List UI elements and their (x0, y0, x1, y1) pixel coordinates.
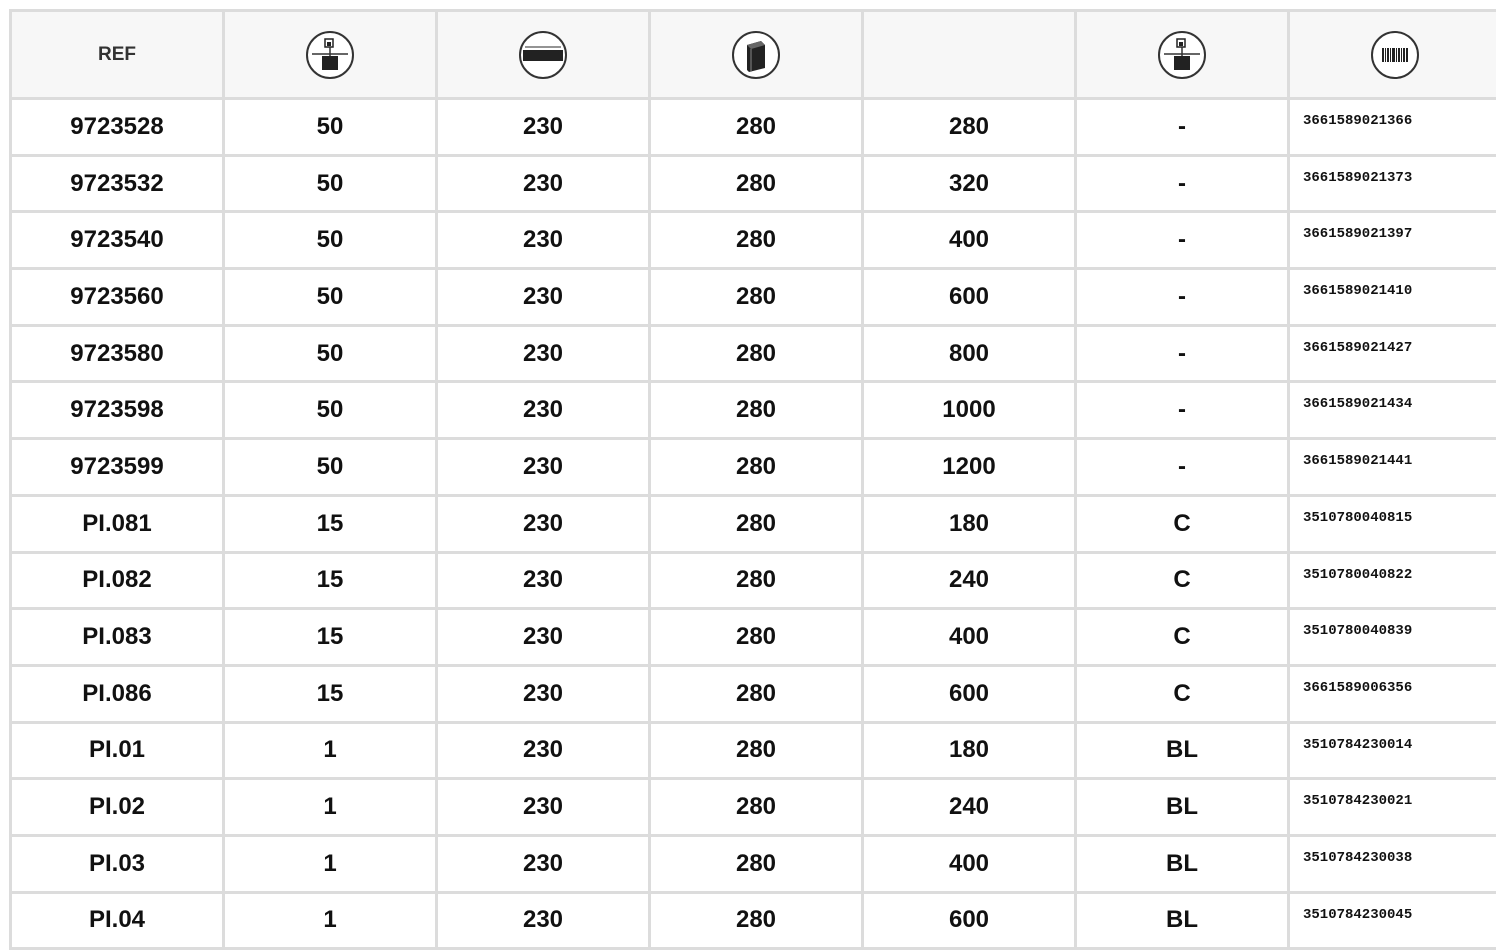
cell-height: 280 (650, 495, 863, 552)
cell-length: 320 (863, 155, 1076, 212)
table-row (11, 99, 1496, 156)
cell-ref: PI.081 (11, 495, 224, 552)
cell-quantity: 15 (224, 609, 437, 666)
table-row (11, 155, 1496, 212)
cell-length: 400 (863, 609, 1076, 666)
cell-ref: 9723532 (11, 155, 224, 212)
cell-quantity: 50 (224, 155, 437, 212)
cell-ean: 3661589021366 (1289, 99, 1496, 156)
cell-ref: PI.082 (11, 552, 224, 609)
cell-width: 230 (437, 609, 650, 666)
cell-width: 230 (437, 779, 650, 836)
cell-ref: PI.02 (11, 779, 224, 836)
product-spec-table (9, 9, 1496, 950)
cell-quantity: 1 (224, 892, 437, 949)
cell-quantity: 50 (224, 212, 437, 269)
cell-quantity: 15 (224, 552, 437, 609)
cell-quantity: 50 (224, 99, 437, 156)
header-ref (11, 11, 224, 99)
cell-length: 600 (863, 269, 1076, 326)
cell-height: 280 (650, 382, 863, 439)
cell-height: 280 (650, 99, 863, 156)
cell-ean: 3661589021434 (1289, 382, 1496, 439)
cell-packaging: - (1076, 325, 1289, 382)
cell-packaging: C (1076, 495, 1289, 552)
cell-width: 230 (437, 382, 650, 439)
header-height (650, 11, 863, 99)
cell-height: 280 (650, 835, 863, 892)
cell-quantity: 50 (224, 269, 437, 326)
cell-length: 240 (863, 779, 1076, 836)
table-row (11, 835, 1496, 892)
cell-quantity: 50 (224, 439, 437, 496)
cell-height: 280 (650, 439, 863, 496)
table-row (11, 495, 1496, 552)
cell-height: 280 (650, 269, 863, 326)
cell-ean: 3510784230014 (1289, 722, 1496, 779)
box-3d-icon (731, 30, 781, 80)
cell-width: 230 (437, 665, 650, 722)
cell-packaging: - (1076, 269, 1289, 326)
cell-length: 240 (863, 552, 1076, 609)
cell-width: 230 (437, 99, 650, 156)
width-dimension-icon (518, 30, 568, 80)
cell-quantity: 15 (224, 495, 437, 552)
cell-ean: 3510784230021 (1289, 779, 1496, 836)
cell-width: 230 (437, 495, 650, 552)
cell-height: 280 (650, 722, 863, 779)
cell-ref: PI.03 (11, 835, 224, 892)
cell-width: 230 (437, 155, 650, 212)
cell-width: 230 (437, 269, 650, 326)
cell-packaging: C (1076, 665, 1289, 722)
table-row (11, 892, 1496, 949)
cell-height: 280 (650, 779, 863, 836)
barcode-icon (1370, 30, 1420, 80)
cell-packaging: - (1076, 155, 1289, 212)
cell-height: 280 (650, 212, 863, 269)
cell-width: 230 (437, 439, 650, 496)
cell-length: 400 (863, 835, 1076, 892)
cell-packaging: - (1076, 212, 1289, 269)
box-quantity-icon (1157, 30, 1207, 80)
table-body (11, 99, 1496, 949)
cell-ean: 3661589021397 (1289, 212, 1496, 269)
cell-width: 230 (437, 722, 650, 779)
cell-ean: 3661589021410 (1289, 269, 1496, 326)
cell-length: 400 (863, 212, 1076, 269)
table-row (11, 665, 1496, 722)
cell-ref: 9723599 (11, 439, 224, 496)
cell-ref: 9723560 (11, 269, 224, 326)
cell-ean: 3661589006356 (1289, 665, 1496, 722)
cell-packaging: BL (1076, 722, 1289, 779)
table-row (11, 325, 1496, 382)
cell-quantity: 1 (224, 722, 437, 779)
cell-ean: 3510780040815 (1289, 495, 1496, 552)
cell-packaging: BL (1076, 835, 1289, 892)
cell-ref: PI.01 (11, 722, 224, 779)
cell-height: 280 (650, 325, 863, 382)
cell-length: 180 (863, 722, 1076, 779)
cell-packaging: - (1076, 382, 1289, 439)
cell-quantity: 50 (224, 325, 437, 382)
cell-packaging: C (1076, 609, 1289, 666)
cell-height: 280 (650, 155, 863, 212)
table-row (11, 609, 1496, 666)
cell-length: 800 (863, 325, 1076, 382)
cell-ean: 3510780040839 (1289, 609, 1496, 666)
cell-width: 230 (437, 892, 650, 949)
cell-width: 230 (437, 212, 650, 269)
header-quantity (224, 11, 437, 99)
cell-width: 230 (437, 552, 650, 609)
cell-width: 230 (437, 325, 650, 382)
cell-height: 280 (650, 552, 863, 609)
header-length (863, 11, 1076, 99)
cell-ref: 9723528 (11, 99, 224, 156)
cell-quantity: 50 (224, 382, 437, 439)
cell-ref: 9723540 (11, 212, 224, 269)
cell-length: 600 (863, 665, 1076, 722)
box-quantity-icon (305, 30, 355, 80)
header-row (11, 11, 1496, 99)
table-row (11, 779, 1496, 836)
cell-quantity: 15 (224, 665, 437, 722)
table-row (11, 382, 1496, 439)
cell-quantity: 1 (224, 779, 437, 836)
cell-ean: 3661589021441 (1289, 439, 1496, 496)
table-row (11, 269, 1496, 326)
cell-height: 280 (650, 665, 863, 722)
header-width (437, 11, 650, 99)
table-container (9, 9, 1496, 950)
cell-ean: 3661589021373 (1289, 155, 1496, 212)
cell-length: 1000 (863, 382, 1076, 439)
cell-ref: PI.083 (11, 609, 224, 666)
cell-height: 280 (650, 609, 863, 666)
cell-length: 600 (863, 892, 1076, 949)
cell-ean: 3510784230045 (1289, 892, 1496, 949)
cell-width: 230 (437, 835, 650, 892)
table-row (11, 439, 1496, 496)
header-ean (1289, 11, 1496, 99)
cell-packaging: - (1076, 439, 1289, 496)
header-ref-label: REF (98, 44, 136, 65)
cell-packaging: BL (1076, 779, 1289, 836)
cell-ref: 9723580 (11, 325, 224, 382)
cell-quantity: 1 (224, 835, 437, 892)
cell-ean: 3510780040822 (1289, 552, 1496, 609)
table-row (11, 722, 1496, 779)
table-row (11, 552, 1496, 609)
cell-height: 280 (650, 892, 863, 949)
cell-ref: PI.086 (11, 665, 224, 722)
cell-length: 280 (863, 99, 1076, 156)
cell-ref: 9723598 (11, 382, 224, 439)
cell-length: 180 (863, 495, 1076, 552)
cell-ref: PI.04 (11, 892, 224, 949)
cell-packaging: BL (1076, 892, 1289, 949)
cell-ean: 3661589021427 (1289, 325, 1496, 382)
cell-ean: 3510784230038 (1289, 835, 1496, 892)
cell-packaging: - (1076, 99, 1289, 156)
header-packaging (1076, 11, 1289, 99)
cell-packaging: C (1076, 552, 1289, 609)
cell-length: 1200 (863, 439, 1076, 496)
table-row (11, 212, 1496, 269)
